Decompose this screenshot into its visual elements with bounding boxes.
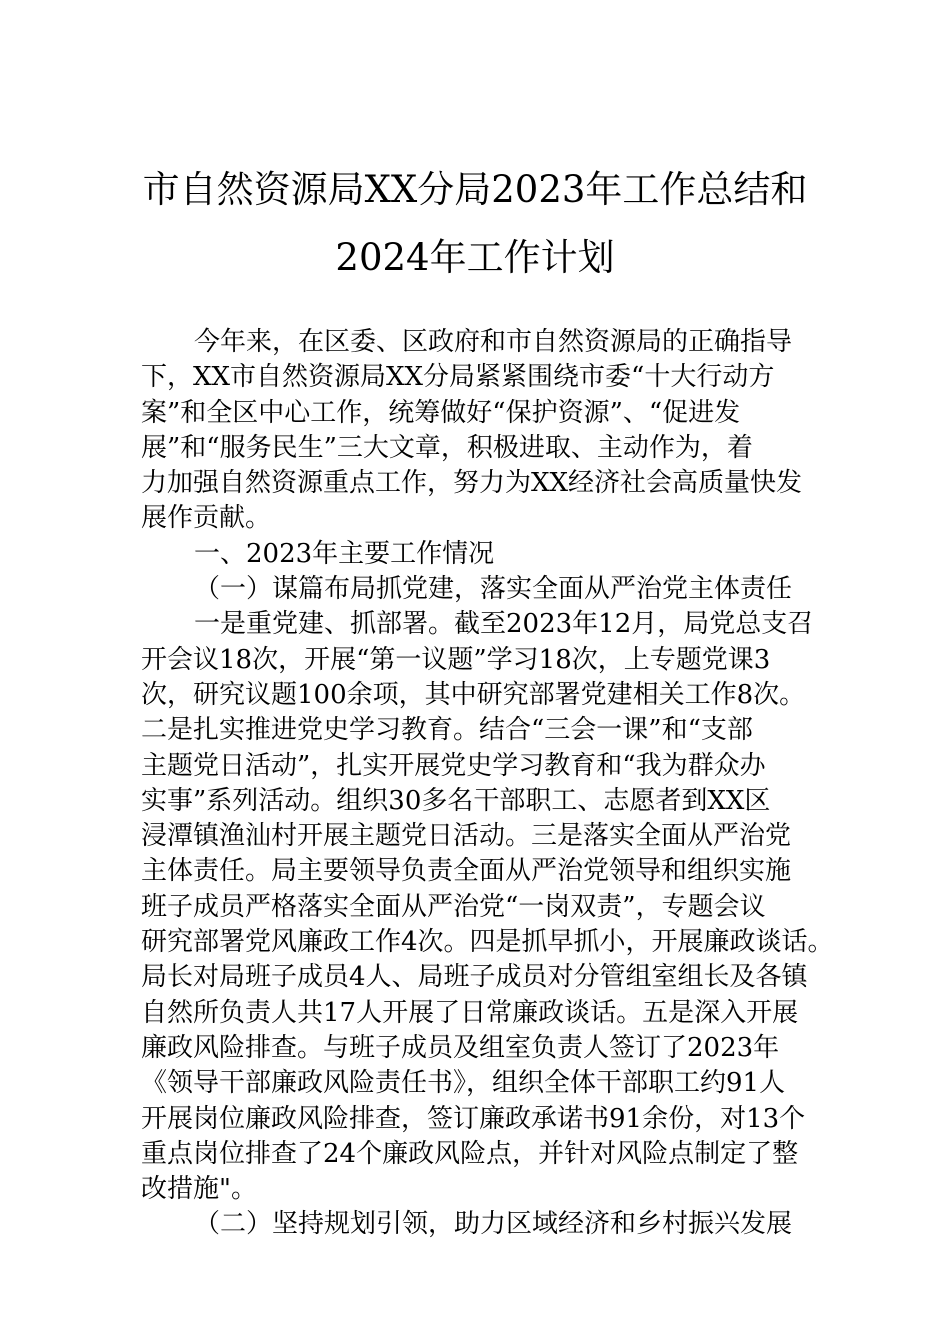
- body-line: 廉政风险排查。与班子成员及组室负责人签订了2023年: [141, 1032, 780, 1063]
- body-line: 展”和“服务民生”三大文章，积极进取、主动作为，着: [141, 432, 753, 463]
- body-line: 主题党日活动”，扎实开展党史学习教育和“我为群众办: [141, 750, 766, 781]
- body-line: 实事”系列活动。组织30多名干部职工、志愿者到XX区: [141, 785, 771, 816]
- body-line: 二是扎实推进党史学习教育。结合“三会一课”和“支部: [141, 715, 753, 746]
- body-line: 一是重党建、抓部署。截至2023年12月，局党总支召: [194, 609, 814, 640]
- body-line: 今年来，在区委、区政府和市自然资源局的正确指导: [194, 327, 793, 357]
- document-body: [141, 325, 834, 1243]
- subsection-heading: （一）谋篇布局抓党建，落实全面从严治党主体责任: [194, 574, 793, 605]
- section-heading: 一、2023年主要工作情况: [194, 538, 495, 569]
- subsection-heading: （二）坚持规划引领，助力区域经济和乡村振兴发展: [194, 1209, 793, 1240]
- body-line: 开展岗位廉政风险排查，签订廉政承诺书91余份，对13个: [141, 1103, 806, 1134]
- body-line: 展作贡献。: [141, 503, 272, 534]
- body-line: 次，研究议题100余项，其中研究部署党建相关工作8次。: [141, 679, 806, 710]
- document-title-line-2: 2024年工作计划: [335, 236, 615, 279]
- body-line: 局长对局班子成员4人、局班子成员对分管组室组长及各镇: [141, 962, 808, 993]
- body-line: 案”和全区中心工作，统筹做好“保护资源”、“促进发: [141, 397, 741, 428]
- body-line: 研究部署党风廉政工作4次。四是抓早抓小，开展廉政谈话。: [141, 927, 834, 958]
- body-line: 《领导干部廉政风险责任书》，组织全体干部职工约91人: [141, 1068, 786, 1099]
- body-line: 班子成员严格落实全面从严治党“一岗双责”，专题会议: [141, 891, 766, 922]
- document-title-line-1: 市自然资源局XX分局2023年工作总结和: [142, 168, 808, 211]
- body-line: 改措施"。: [141, 1174, 257, 1205]
- body-line: 自然所负责人共17人开展了日常廉政谈话。五是深入开展: [141, 997, 799, 1028]
- body-line: 开会议18次，开展“第一议题”学习18次，上专题党课3: [141, 644, 771, 675]
- body-line: 浸潭镇渔汕村开展主题党日活动。三是落实全面从严治党: [141, 821, 792, 852]
- body-line: 力加强自然资源重点工作，努力为XX经济社会高质量快发: [141, 468, 803, 499]
- body-line: 主体责任。局主要领导负责全面从严治党领导和组织实施: [141, 856, 792, 887]
- body-line: 下，XX市自然资源局XX分局紧紧围绕市委“十大行动方: [141, 362, 775, 393]
- body-line: 重点岗位排查了24个廉政风险点，并针对风险点制定了整: [141, 1138, 799, 1169]
